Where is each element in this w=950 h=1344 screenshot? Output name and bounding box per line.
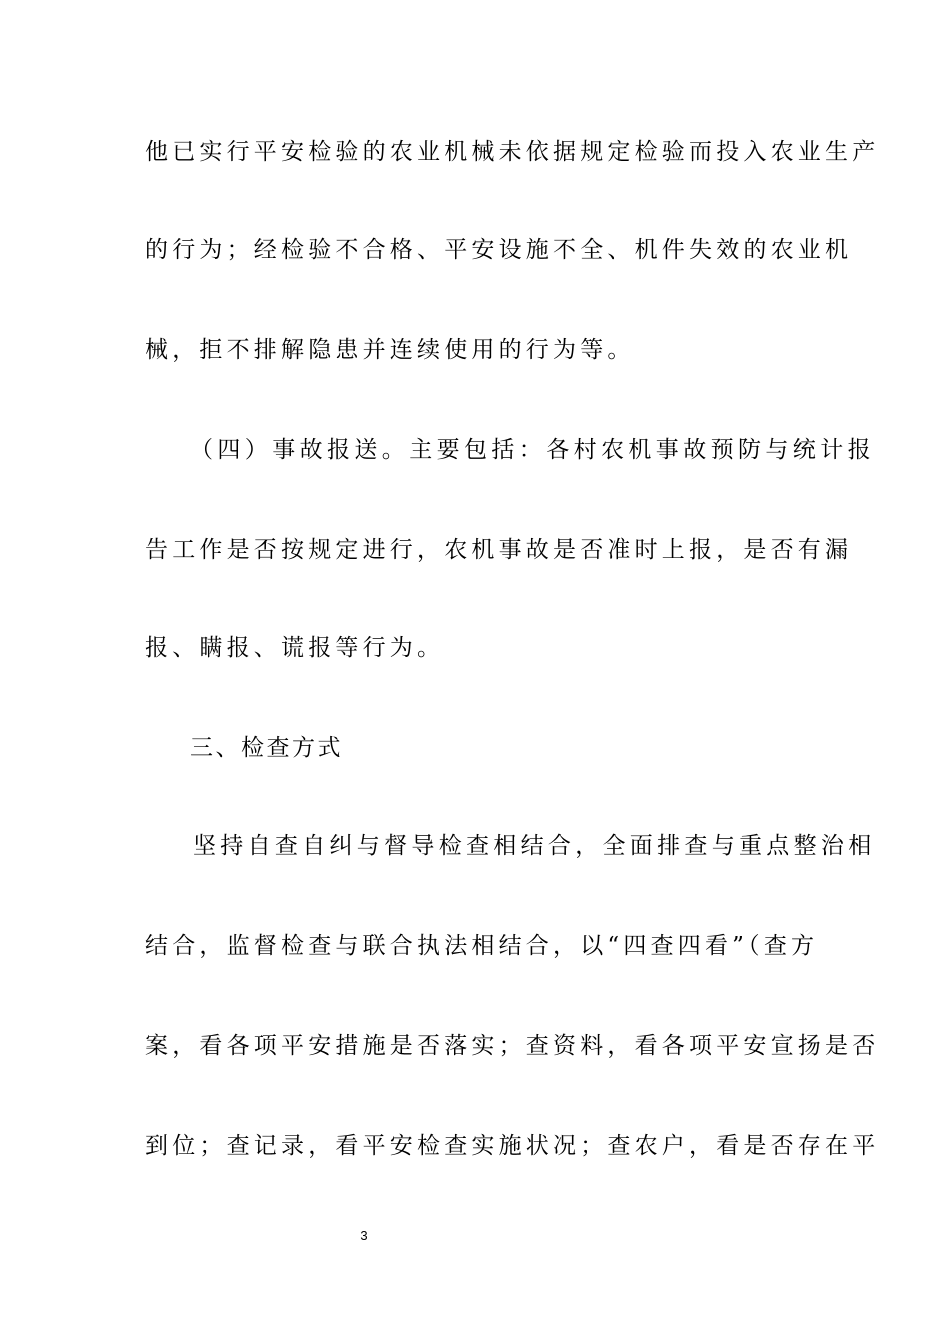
body-text-line: 坚持自查自纠与督导检查相结合，全面排查与重点整治相 [193, 833, 876, 859]
body-text-line: 到位；查记录，看平安检查实施状况；查农户，看是否存在平 [145, 1133, 880, 1159]
body-text-line: 械，拒不排解隐患并连续使用的行为等。 [145, 337, 635, 363]
body-text-line: 他已实行平安检验的农业机械未依据规定检验而投入农业生产 [145, 139, 880, 165]
body-text-line: 告工作是否按规定进行，农机事故是否准时上报，是否有漏 [145, 537, 853, 563]
body-text-line: 的行为；经检验不合格、平安设施不全、机件失效的农业机 [145, 237, 853, 263]
body-text-line: 报、瞒报、谎报等行为。 [145, 635, 445, 661]
page-number: 3 [360, 1228, 368, 1243]
body-text-line: 案，看各项平安措施是否落实；查资料，看各项平安宣扬是否 [145, 1033, 880, 1059]
section-heading: 三、检查方式 [190, 735, 343, 761]
body-text-line: 结合，监督检查与联合执法相结合，以“四查四看”（查方 [145, 933, 819, 959]
section-item-heading-line: （四）事故报送。主要包括：各村农机事故预防与统计报 [190, 437, 875, 463]
